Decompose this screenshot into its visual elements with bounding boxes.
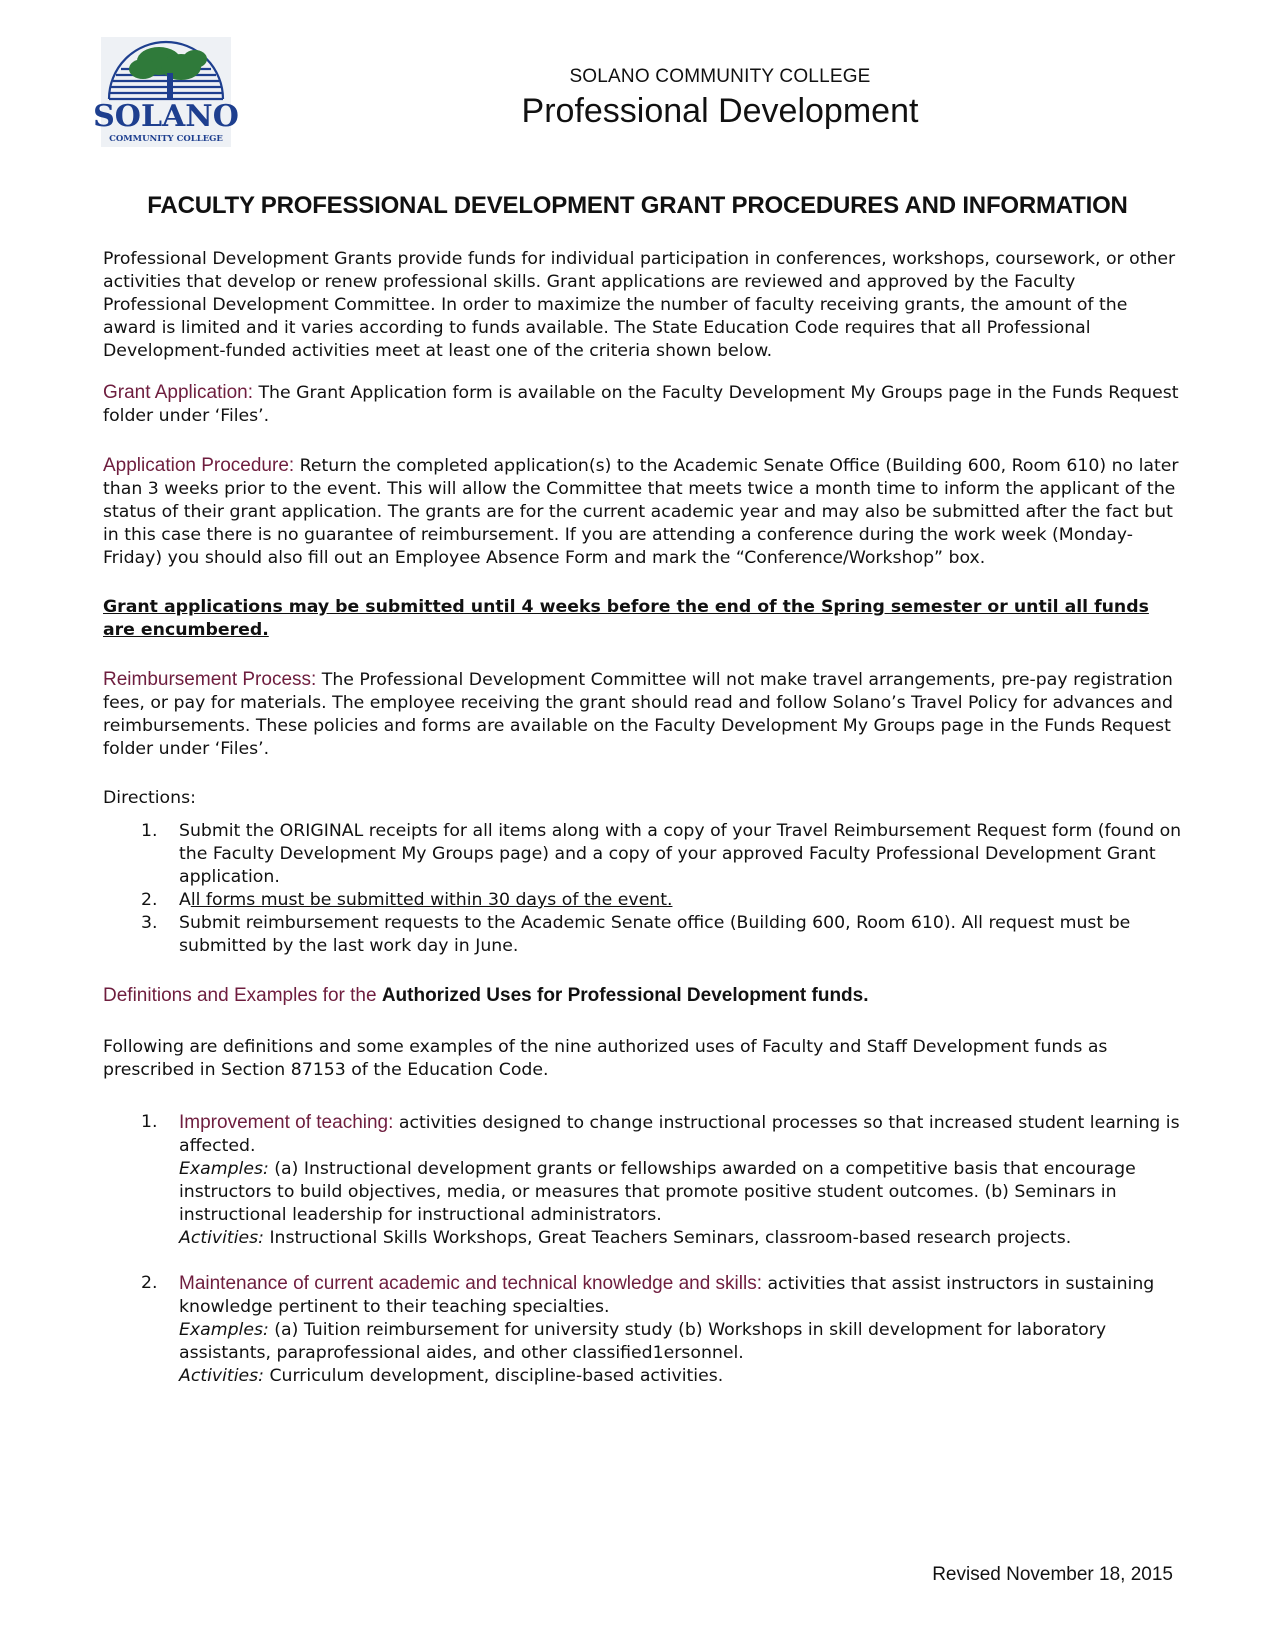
list-item: 2. Maintenance of current academic and technical knowledge and skills: activities that assist instructors in sustaining knowledge pertinent to their teaching specialties. Examples: (a) Tuition reimbursement for university study (b) Workshops in skill development for laboratory assistants, paraprofessional aides, and other classified1ersonnel. Activities: Curriculum development, discipline-based activities. bbox=[141, 1273, 1155, 1386]
intro-paragraph: Professional Development Grants provide funds for individual participation in conferences, workshops, coursework, or other activities that develop or renew professional skills. Grant applications are reviewed and approved by the Faculty Professional Development Committee. In order to maximize the number of faculty receiving grants, the amount of the award is limited and it varies according to funds available. The State Education Code requires that all Professional Development-funded activities meet at least one of the criteria shown below. bbox=[103, 249, 1176, 361]
logo-subtitle: COMMUNITY COLLEGE bbox=[109, 134, 223, 144]
directions-heading: Directions: bbox=[103, 788, 196, 808]
deadline-notice: Grant applications may be submitted until 4 weeks before the end of the Spring semester or until all funds are encumbered. bbox=[103, 597, 1149, 640]
list-item: 1. Submit the ORIGINAL receipts for all items along with a copy of your Travel Reimbursement Request form (found on the Faculty Development My Groups page) and a copy of your approved Faculty Professional Development Grant application. bbox=[141, 821, 1182, 887]
solano-logo bbox=[93, 37, 239, 147]
department-name: Professional Development bbox=[521, 92, 919, 130]
reimbursement-label: Reimbursement Process: bbox=[103, 669, 317, 690]
list-item: 3. Submit reimbursement requests to the Academic Senate office (Building 600, Room 610). All request must be submitted by the last work day in June. bbox=[141, 913, 1131, 956]
college-name: SOLANO COMMUNITY COLLEGE bbox=[569, 66, 871, 87]
grant-application-text: The Grant Application form is available on the Faculty Development My Groups page in the Funds Request folder under ‘Files’. bbox=[103, 383, 1179, 426]
definitions-intro: Following are definitions and some examples of the nine authorized uses of Faculty and Staff Development funds as prescribed in Section 87153 of the Education Code. bbox=[103, 1037, 1108, 1080]
reimbursement-text: The Professional Development Committee will not make travel arrangements, pre-pay registration fees, or pay for materials. The employee receiving the grant should read and follow Solano’s Travel Policy for advances and reimbursements. These policies and forms are available on the Faculty Development My Groups page in the Funds Request folder under ‘Files’. bbox=[103, 670, 1173, 759]
directions-list bbox=[103, 820, 1183, 958]
reimbursement-section bbox=[103, 668, 1183, 761]
document-title: FACULTY PROFESSIONAL DEVELOPMENT GRANT PROCEDURES AND INFORMATION bbox=[147, 192, 1128, 219]
list-item: 1. Improvement of teaching: activities designed to change instructional processes so that increased student learning is affected. Examples: (a) Instructional development grants or fellowships awarded on a competitive basis that encourage instructors to build objectives, media, or measures that promote positive student outcomes. (b) Seminars in instructional leadership for instructional administrators. Activities: Instructional Skills Workshops, Great Teachers Seminars, classroom-based research projects. bbox=[141, 1112, 1180, 1248]
page-header bbox=[370, 66, 1070, 131]
application-procedure-text: Return the completed application(s) to the Academic Senate Office (Building 600, Room 610) no later than 3 weeks prior to the event. This will allow the Committee that meets twice a month time to inform the applicant of the status of their grant application. The grants are for the current academic year and may also be submitted after the fact but in this case there is no guarantee of reimbursement. If you are attending a conference during the work week (Monday-Friday) you should also fill out an Employee Absence Form and mark the “Conference/Workshop” box. bbox=[103, 456, 1179, 568]
application-procedure-section bbox=[103, 454, 1183, 570]
definitions-label: Definitions and Examples for the bbox=[103, 985, 382, 1006]
definitions-heading bbox=[103, 984, 1183, 1008]
grant-application-section bbox=[103, 381, 1183, 428]
list-item: 2. All forms must be submitted within 30 days of the event. bbox=[141, 890, 673, 910]
grant-application-label: Grant Application: bbox=[103, 382, 253, 403]
document-body bbox=[103, 248, 1183, 1388]
definitions-bold: Authorized Uses for Professional Development funds. bbox=[381, 985, 869, 1006]
application-procedure-label: Application Procedure: bbox=[103, 455, 295, 476]
definitions-list bbox=[103, 1111, 1183, 1388]
revision-date: Revised November 18, 2015 bbox=[932, 1564, 1173, 1585]
logo-wordmark: SOLANO bbox=[93, 99, 239, 134]
